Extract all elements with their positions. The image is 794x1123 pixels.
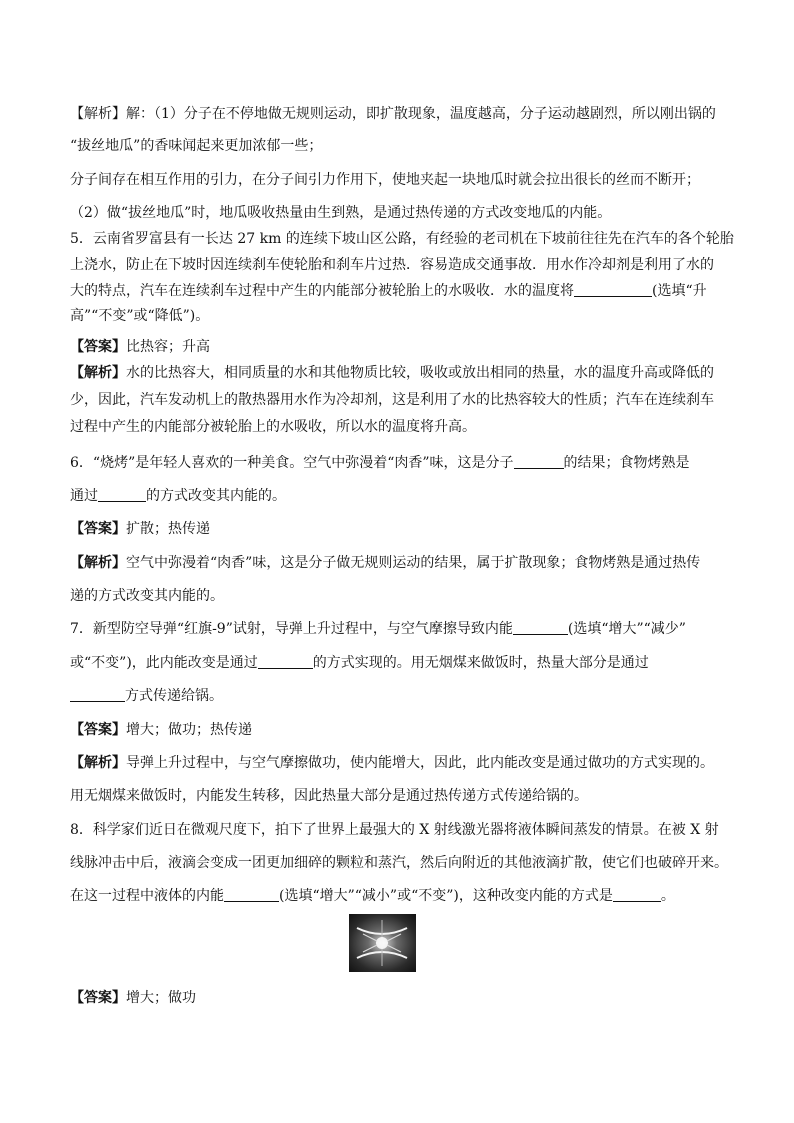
- question-7-line: 方式传递给锅。: [70, 686, 223, 706]
- analysis-line: 用无烟煤来做饭时，内能发生转移，因此热量大部分是通过热传递方式传递给锅的。: [70, 788, 588, 804]
- answer-line: 【答案】增大；做功；热传递: [70, 722, 252, 738]
- question-7-line: 或“不变”)，此内能改变是通过 的方式实现的。用无烟煤来做饭时，热量大部分是通过: [70, 655, 649, 671]
- text-line: “拔丝地瓜”的香味闻起来更加浓郁一些；: [70, 138, 323, 154]
- text-line: 分子间存在相互作用的引力，在分子间引力作用下，使地夹起一块地瓜时就会拉出很长的丝而不断开；: [70, 172, 700, 188]
- answer-blank: [513, 620, 568, 635]
- analysis-line: 【解析】导弹上升过程中，与空气摩擦做功，使内能增大，因此，此内能改变是通过做功的方式实现的。: [70, 755, 714, 771]
- question-5-line: 高”“不变”或“降低”)。: [70, 308, 210, 324]
- xray-droplet-photo: [349, 914, 416, 972]
- analysis-line: 【解析】空气中弥漫着“肉香”味，这是分子做无规则运动的结果，属于扩散现象；食物烤熟是通过热传: [70, 555, 701, 571]
- answer-line: 【答案】增大；做功: [70, 990, 196, 1006]
- answer-line: 【答案】比热容；升高: [70, 339, 210, 355]
- analysis-line: 过程中产生的内能部分被轮胎上的水吸收，所以水的温度将升高。: [70, 419, 476, 435]
- question-5-line: 上浇水，防止在下坡时因连续刹车使轮胎和刹车片过热．容易造成交通事故．用水作冷却剂是利用了水的: [70, 257, 714, 273]
- question-6-line: 通过 的方式改变其内能的。: [70, 488, 286, 504]
- analysis-line: 【解析】水的比热容大，相同质量的水和其他物质比较，吸收或放出相同的热量，水的温度升高或降低的: [70, 365, 714, 381]
- answer-blank: [70, 687, 125, 702]
- answer-blank: [224, 887, 279, 902]
- answer-blank: [258, 654, 313, 669]
- text-line: （2）做“拔丝地瓜”时，地瓜吸收热量由生到熟，是通过热传递的方式改变地瓜的内能。: [70, 205, 612, 221]
- answer-blank: [574, 282, 652, 297]
- question-5-line: 5．云南省罗富县有一长达 27 km 的连续下坡山区公路，有经验的老司机在下坡前往往先在汽车的各个轮胎: [70, 231, 734, 247]
- answer-blank: [98, 487, 146, 502]
- answer-blank: [514, 454, 564, 469]
- analysis-line: 递的方式改变其内能的。: [70, 588, 224, 604]
- answer-line: 【答案】扩散；热传递: [70, 521, 210, 537]
- text-line: 【解析】解：（1）分子在不停地做无规则运动，即扩散现象，温度越高，分子运动越剧烈，所以刚出锅的: [70, 106, 716, 122]
- question-8-line: 在这一过程中液体的内能 (选填“增大”“减小”或“不变”)，这种改变内能的方式是 。: [70, 888, 675, 904]
- question-6-line: 6．“烧烤”是年轻人喜欢的一种美食。空气中弥漫着“肉香”味，这是分子 的结果；食物烤熟是: [70, 455, 690, 471]
- question-8-line: 8．科学家们近日在微观尺度下，拍下了世界上最强大的 X 射线激光器将液体瞬间蒸发的情景。在被 X 射: [70, 822, 719, 838]
- analysis-line: 少，因此，汽车发动机上的散热器用水作为冷却剂，这是利用了水的比热容较大的性质；汽车在连续刹车: [70, 392, 714, 408]
- question-8-line: 线脉冲击中后，液滴会变成一团更加细碎的颗粒和蒸汽，然后向附近的其他液滴扩散，使它们也破碎开来。: [70, 855, 728, 871]
- answer-blank: [613, 887, 661, 902]
- question-7-line: 7．新型防空导弹“红旗-9”试射，导弹上升过程中，与空气摩擦导致内能 (选填“增大”“减少”: [70, 621, 686, 637]
- question-5-line: 大的特点，汽车在连续刹车过程中产生的内能部分被轮胎上的水吸收．水的温度将 (选填“升: [70, 283, 707, 299]
- xray-burst-graphic: [349, 914, 416, 972]
